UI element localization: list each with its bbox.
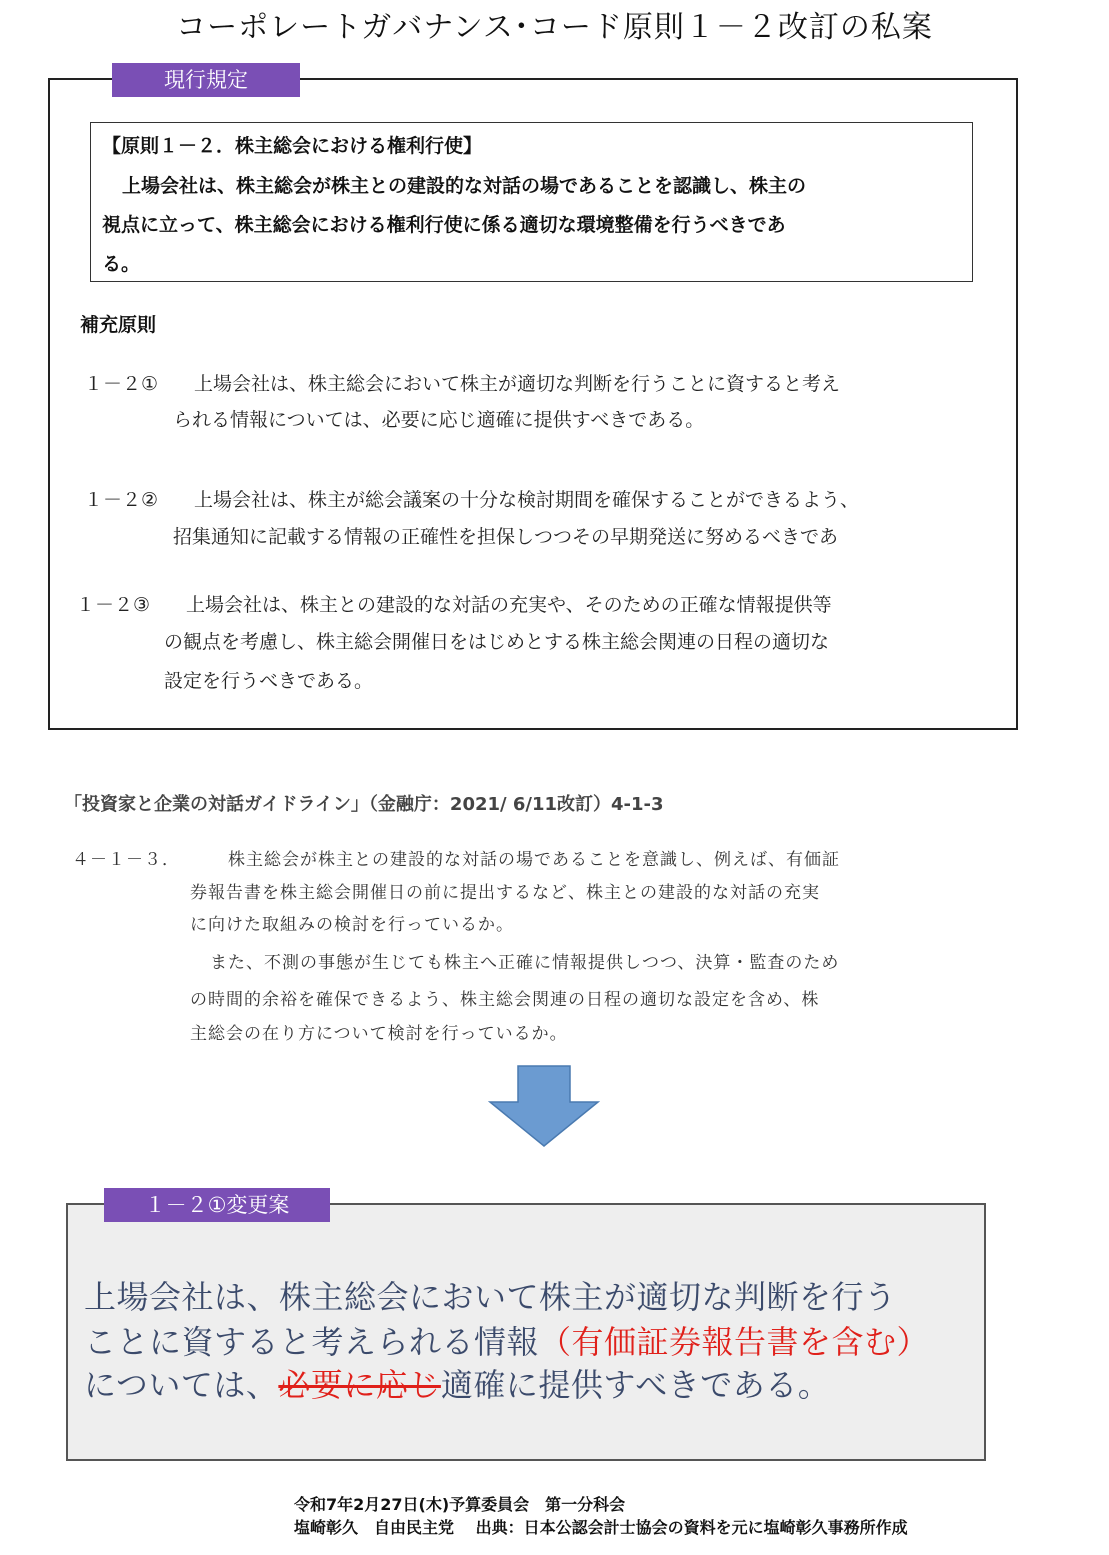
proposal-deleted-text: 必要に応じ — [278, 1366, 441, 1404]
item-line: 招集通知に記載する情報の正確性を担保しつつその早期発送に努めるべきであ — [173, 526, 839, 548]
principle-line: る。 — [102, 253, 141, 275]
page-title: コーポレートガバナンス･コード原則１－２改訂の私案 — [176, 10, 933, 45]
proposal-line-1: 上場会社は、株主総会において株主が適切な判断を行う — [84, 1278, 897, 1316]
guideline-line: 株主総会が株主との建設的な対話の場であることを意識し、例えば、有価証 — [228, 850, 840, 870]
proposal-tab: １－２①変更案 — [104, 1188, 330, 1222]
item-line: 設定を行うべきである。 — [164, 670, 374, 692]
guideline-line: また、不測の事態が生じても株主へ正確に情報提供しつつ、決算・監査のため — [210, 953, 840, 973]
guideline-number: ４－１－３． — [72, 850, 180, 870]
guideline-line: の時間的余裕を確保できるよう、株主総会関連の日程の適切な設定を含め、株 — [190, 990, 820, 1010]
guideline-line: に向けた取組みの検討を行っているか。 — [190, 915, 514, 935]
guideline-line: 主総会の在り方について検討を行っているか。 — [190, 1024, 568, 1044]
proposal-text: については、 — [84, 1366, 279, 1404]
proposal-added-text: （有価証券報告書を含む） — [539, 1323, 930, 1361]
guideline-heading: 「投資家と企業の対話ガイドライン」（金融庁：2021/ 6/11改訂）4-1-3 — [64, 794, 664, 815]
footer-date: 令和7年2月27日(木)予算委員会 第一分科会 — [294, 1495, 626, 1514]
principle-line: 上場会社は、株主総会が株主との建設的な対話の場であることを認識し、株主の — [122, 175, 807, 197]
item-number: １－２③ — [76, 594, 151, 616]
principle-heading: 【原則１－２．株主総会における権利行使】 — [102, 135, 483, 157]
item-number: １－２② — [84, 489, 159, 511]
guideline-line: 券報告書を株主総会開催日の前に提出するなど、株主との建設的な対話の充実 — [190, 883, 820, 903]
current-rules-tab: 現行規定 — [112, 63, 300, 97]
proposal-line-3 — [84, 1360, 830, 1406]
item-line: の観点を考慮し、株主総会開催日をはじめとする株主総会関連の日程の適切な — [164, 631, 830, 653]
item-line: 上場会社は、株主総会において株主が適切な判断を行うことに資すると考え — [194, 373, 841, 395]
item-line: られる情報については、必要に応じ適確に提供すべきである。 — [173, 409, 705, 431]
footer-source: 塩崎彰久 自由民主党 出典：日本公認会計士協会の資料を元に塩崎彰久事務所作成 — [294, 1518, 908, 1537]
down-arrow-icon — [488, 1064, 600, 1148]
item-number: １－２① — [84, 373, 159, 395]
item-line: 上場会社は、株主が総会議案の十分な検討期間を確保することができるよう、 — [194, 489, 860, 511]
item-line: 上場会社は、株主との建設的な対話の充実や、そのための正確な情報提供等 — [186, 594, 832, 616]
proposal-text: 適確に提供すべきである。 — [440, 1366, 831, 1404]
principle-line: 視点に立って、株主総会における権利行使に係る適切な環境整備を行うべきであ — [102, 214, 786, 236]
proposal-line-2 — [84, 1317, 929, 1363]
proposal-text: ことに資すると考えられる情報 — [84, 1323, 540, 1361]
supplementary-heading: 補充原則 — [80, 314, 157, 336]
